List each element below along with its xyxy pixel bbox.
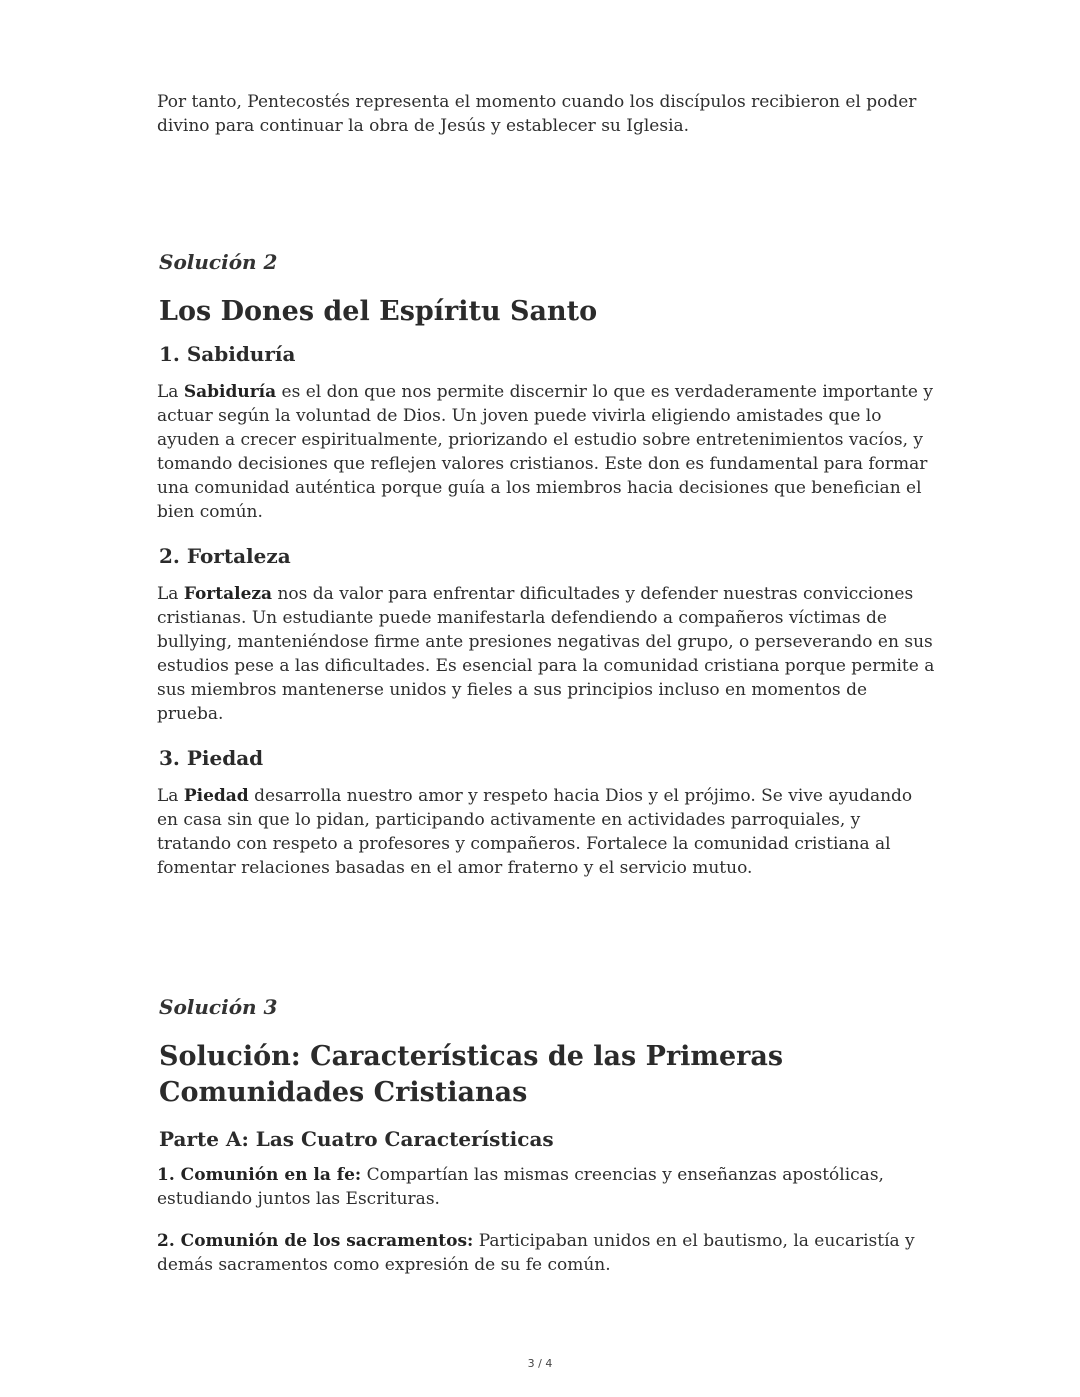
parte-a-heading: Parte A: Las Cuatro Características (159, 1127, 554, 1151)
fortaleza-term: Fortaleza (183, 584, 273, 604)
solucion2-title: Los Dones del Espíritu Santo (159, 296, 598, 327)
caracteristica-1-term: 1. Comunión en la fe: (157, 1165, 362, 1185)
solucion3-label: Solución 3 (159, 995, 278, 1019)
piedad-paragraph: La Piedad desarrolla nuestro amor y respeto hacia Dios y el prójimo. Se vive ayudando en casa sin que lo pidan, participando activamente en actividades parroquiales, y tratando con respeto a profesores y compañeros. Fortalece la comunidad cristiana al fomentar relaciones basadas en el amor fraterno y el servicio mutuo. (157, 786, 913, 878)
caracteristica-2-term: 2. Comunión de los sacramentos: (157, 1231, 474, 1251)
solucion3-title: Solución: Características de las Primeras Comunidades Cristianas (159, 1041, 784, 1108)
intro-paragraph: Por tanto, Pentecostés representa el momento cuando los discípulos recibieron el poder divino para continuar la obra de Jesús y establecer su Iglesia. (157, 92, 917, 136)
sabiduria-paragraph: La Sabiduría es el don que nos permite discernir lo que es verdaderamente importante y actuar según la voluntad de Dios. Un joven puede vivirla eligiendo amistades que lo ayuden a crecer espiritualmente, priorizando el estudio sobre entretenimientos vacíos, y tomando decisiones que reflejen valores cristianos. Este don es fundamental para formar una comunidad auténtica porque guía a los miembros hacia decisiones que benefician el bien común. (157, 382, 933, 522)
sabiduria-heading: 1. Sabiduría (159, 342, 296, 366)
document-page (157, 90, 937, 1277)
fortaleza-paragraph: La Fortaleza nos da valor para enfrentar dificultades y defender nuestras convicciones cristianas. Un estudiante puede manifestarla defendiendo a compañeros víctimas de bullying, manteniéndose firme ante presiones negativas del grupo, o perseverando en sus estudios pese a las dificultades. Es esencial para la comunidad cristiana porque permite a sus miembros mantenerse unidos y fieles a sus principios incluso en momentos de prueba. (157, 584, 935, 724)
fortaleza-heading: 2. Fortaleza (159, 544, 291, 568)
solucion2-label: Solución 2 (159, 250, 278, 274)
caracteristica-2: 2. Comunión de los sacramentos: Participaban unidos en el bautismo, la eucaristía y demás sacramentos como expresión de su fe común. (157, 1231, 915, 1275)
piedad-term: Piedad (183, 786, 249, 806)
page-number: 3 / 4 (527, 1357, 553, 1370)
sabiduria-term: Sabiduría (183, 382, 277, 402)
caracteristica-1: 1. Comunión en la fe: Compartían las mismas creencias y enseñanzas apostólicas, estudiando juntos las Escrituras. (157, 1165, 884, 1209)
piedad-heading: 3. Piedad (159, 746, 264, 770)
